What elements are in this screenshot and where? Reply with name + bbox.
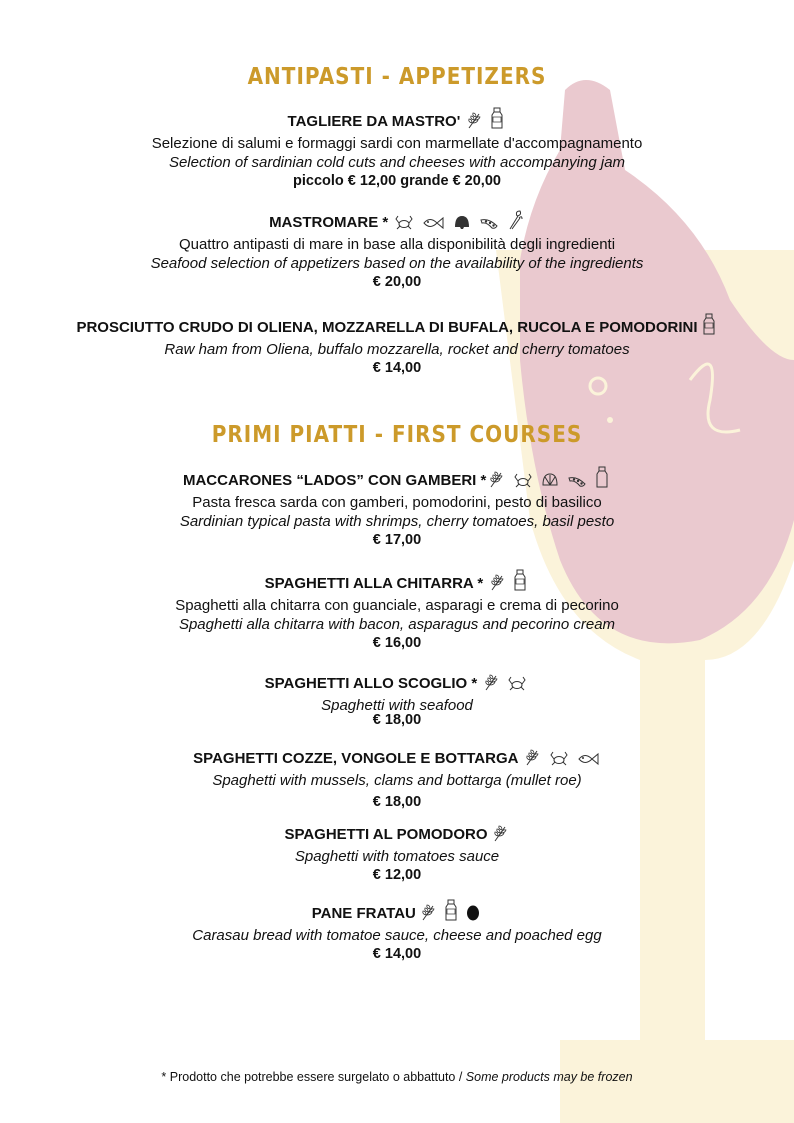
dish-name: SPAGHETTI ALLO SCOGLIO *	[264, 675, 478, 692]
dish-price: € 20,00	[372, 274, 422, 290]
dish-description-en: Spaghetti alla chitarra with bacon, asparagus and pecorino cream	[178, 616, 616, 633]
dish-description-en: Spaghetti with seafood	[321, 697, 473, 714]
fish-icon	[577, 752, 599, 766]
dish-description-en: Spaghetti with tomatoes sauce	[294, 848, 500, 865]
soy-pod-icon	[479, 216, 499, 230]
milk-bottle-icon	[490, 107, 504, 129]
dish-pomodoro	[0, 824, 794, 885]
dish-maccarones	[0, 466, 794, 550]
dish-description-en: Raw ham from Oliena, buffalo mozzarella, rocket and cherry tomatoes	[164, 341, 630, 358]
wheat-icon	[483, 673, 499, 691]
allergen-icons	[487, 569, 529, 596]
wheat-icon	[466, 111, 482, 129]
dish-price: € 12,00	[372, 867, 422, 883]
dish-price: piccolo € 12,00 grande € 20,00	[293, 173, 501, 189]
dish-name: MASTROMARE *	[269, 214, 389, 231]
soy-pod-icon	[567, 474, 587, 488]
allergen-icons	[418, 899, 482, 926]
dish-name: TAGLIERE DA MASTRO'	[287, 113, 461, 130]
milk-bottle-icon	[513, 569, 527, 591]
milk-bottle-icon	[702, 313, 716, 335]
allergen-icons	[522, 748, 600, 771]
dish-name: PROSCIUTTO CRUDO DI OLIENA, MOZZARELLA DI BUFALA, RUCOLA E POMODORINI	[76, 319, 698, 336]
dish-name: SPAGHETTI AL POMODORO	[284, 826, 488, 843]
footnote-it: * Prodotto che potrebbe essere surgelato o abbattuto /	[161, 1070, 463, 1084]
milk-bottle-icon	[595, 466, 609, 488]
dish-name: SPAGHETTI COZZE, VONGOLE E BOTTARGA	[193, 750, 519, 767]
dish-mastromare	[0, 210, 794, 292]
section-title-appetizers: ANTIPASTI - APPETIZERS	[247, 62, 547, 90]
crab-icon	[549, 750, 569, 766]
dish-price: € 18,00	[372, 794, 422, 810]
dish-name: PANE FRATAU	[311, 905, 416, 922]
crab-icon	[507, 675, 527, 691]
dish-pane-fratau	[0, 899, 794, 964]
dish-price: € 16,00	[372, 635, 422, 651]
dish-description-it: Spaghetti alla chitarra con guanciale, asparagi e crema di pecorino	[175, 597, 619, 614]
allergen-icons	[481, 673, 529, 696]
dish-description-it: Pasta fresca sarda con gamberi, pomodorini, pesto di basilico	[192, 494, 602, 511]
fish-icon	[422, 216, 444, 230]
milk-bottle-icon	[444, 899, 458, 921]
shell-icon	[541, 472, 559, 488]
allergen-icons	[490, 824, 510, 847]
dish-price: € 14,00	[372, 360, 422, 376]
dish-scoglio	[0, 673, 794, 730]
wheat-icon	[488, 470, 504, 488]
dish-cozze-vongole	[0, 748, 794, 812]
dish-price: € 17,00	[372, 532, 422, 548]
dish-description-en: Spaghetti with mussels, clams and bottarga (mullet roe)	[212, 772, 582, 789]
wheat-icon	[420, 903, 436, 921]
dish-name: MACCARONES “LADOS” CON GAMBERI *	[182, 472, 487, 489]
dish-price: € 14,00	[372, 946, 422, 962]
dish-description-it: Selezione di salumi e formaggi sardi con marmellate d'accompagnamento	[151, 135, 643, 152]
crab-icon	[513, 472, 533, 488]
section-title-first-courses: PRIMI PIATTI - FIRST COURSES	[211, 420, 583, 448]
allergen-icons	[486, 466, 611, 493]
dish-description-it: Quattro antipasti di mare in base alla disponibilità degli ingredienti	[178, 236, 616, 253]
wheat-icon	[492, 824, 508, 842]
dish-tagliere	[0, 107, 794, 191]
dish-chitarra	[0, 569, 794, 653]
allergen-icons	[700, 313, 718, 340]
wheat-icon	[489, 573, 505, 591]
allergen-icons	[464, 107, 506, 134]
crab-icon	[394, 214, 414, 230]
dish-description-en: Carasau bread with tomatoe sauce, cheese and poached egg	[192, 927, 602, 944]
wheat-icon	[524, 748, 540, 766]
dish-description-en: Selection of sardinian cold cuts and cheeses with accompanying jam	[168, 154, 626, 171]
dish-name: SPAGHETTI ALLA CHITARRA *	[264, 575, 484, 592]
allergen-icons	[392, 210, 525, 235]
shell-icon	[453, 214, 471, 230]
dish-description-en: Seafood selection of appetizers based on the availability of the ingredients	[150, 255, 644, 272]
dish-price: € 18,00	[372, 712, 422, 728]
egg-icon	[466, 903, 480, 921]
dish-description-en: Sardinian typical pasta with shrimps, cherry tomatoes, basil pesto	[179, 513, 615, 530]
frozen-products-footnote	[0, 1070, 794, 1084]
dish-prosciutto	[0, 313, 794, 378]
celery-icon	[507, 210, 523, 230]
footnote-en: Some products may be frozen	[462, 1070, 633, 1084]
